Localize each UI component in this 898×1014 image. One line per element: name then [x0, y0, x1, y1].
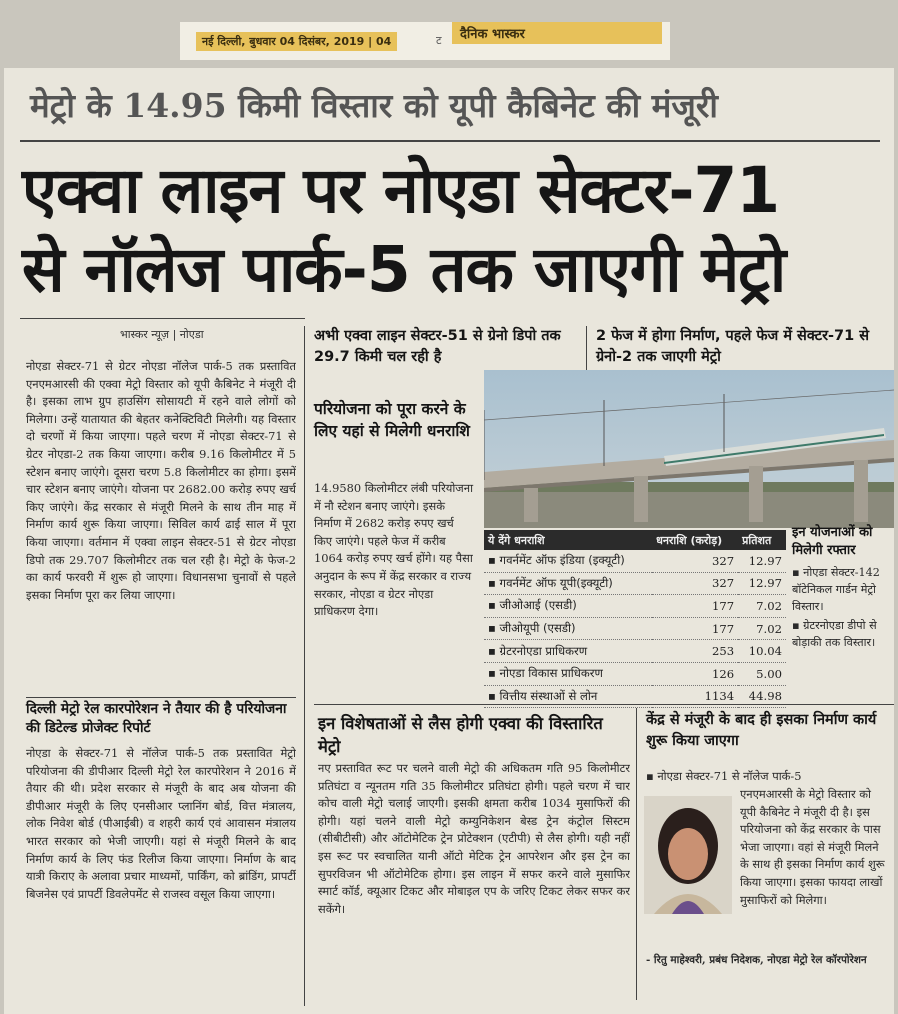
source-cell: गवर्नमेंट ऑफ यूपी(इक्यूटी)	[499, 575, 613, 590]
amount-cell: 327	[652, 550, 738, 572]
column-rule	[304, 326, 305, 1006]
amount-cell: 126	[652, 662, 738, 685]
funding-body: 14.9580 किलोमीटर लंबी परियोजना में नौ स्टेशन बनाए जाएंगे। इसके निर्माण में 2682 करोड़ रुपए खर्च किए जाएंगे। पहले फेज में करीब 1064 करोड़ रुपए खर्च होंगे। यह पैसा अनुदान के रूप में केंद्र सरकार व राज्य सरकार, नोएडा व ग्रेटर नोएडा प्राधिकरण देगा।	[314, 481, 474, 619]
column-header-amount: धनराशि (करोड़)	[652, 530, 738, 550]
table-row: ▪ जीओयूपी (एसडी) 177 7.02	[484, 617, 786, 640]
features-body: नए प्रस्तावित रूट पर चलने वाली मेट्रो की अधिकतम गति 95 किलोमीटर प्रतिघंटा व न्यूनतम गति 35 किलोमीटर प्रतिघंटा होगी। पहले चरण में चार कोच वाली मेट्रो चलाई जाएगी। इसकी क्षमता करीब 1034 मुसाफिरों की होगी। यहां चलने वाली मेट्रो कम्युनिकेशन बेस्ड ट्रेन कंट्रोल सिस्टम (सीबीटीसी) और ऑटोमेटिक ट्रेन प्रोटेक्शन (एटीपी) से लैस होगी। यही नहीं इस रूट पर स्वचालित यानी ऑटो मेटिक ट्रेन आपरेशन और इस ट्रेन का सुपरविजन भी ऑटोमेटिक होगा। इस लाइन में सफर करने वाले मुसाफिर स्मार्ट कॉर्ड, क्यूआर टिकट और मोबाइल एप के जरिए टिकट लेकर सफर कर सकेंगे।	[318, 761, 630, 916]
scheme-item-text: नोएडा सेक्टर-142 बॉटेनिकल गार्डन मेट्रो विस्तार।	[792, 566, 880, 613]
percent-cell: 7.02	[738, 617, 786, 640]
portrait-photo	[644, 796, 732, 914]
amount-cell: 253	[652, 640, 738, 663]
amount-cell: 177	[652, 595, 738, 618]
phases-headline: 2 फेज में होगा निर्माण, पहले फेज में सेक्टर-71 से ग्रेनो-2 तक जाएगी मेट्रो	[596, 328, 870, 365]
paper-name: दैनिक भास्कर	[452, 22, 662, 44]
features-headline: इन विशेषताओं से लैस होगी एक्वा की विस्तारित मेट्रो	[318, 714, 603, 756]
schemes-box	[792, 524, 894, 651]
amount-cell: 177	[652, 617, 738, 640]
divider	[26, 697, 296, 698]
approval-lead-text: नोएडा सेक्टर-71 से नॉलेज पार्क-5	[657, 769, 802, 783]
amount-cell: 327	[652, 572, 738, 595]
main-story-body: नोएडा सेक्टर-71 से ग्रेटर नोएडा नॉलेज पार्क-5 तक प्रस्तावित एनएमआरसी की एक्वा मेट्रो विस्तार को यूपी कैबिनेट ने मंजूरी दी है। इसका लाभ ग्रुप हाउसिंग सोसायटी में रहने वाले लोगों को मिलेगा। उन्हें यातायात की बेहतर कनेक्टिविटी मिलेगी। यह विस्तार दो चरणों में किया जाएगा। पहले चरण में नोएडा सेक्टर-71 से ग्रेटर नोएडा-2 तक किया जाएगा। करीब 9.16 किलोमीटर में 5 स्टेशन बनाए जाएंगे। दूसरा चरण 5.8 किलोमीटर का होगा। इसमें चार स्टेशन बनाए जाएंगे। योजना पर 2682.00 करोड़ रुपए खर्च किए जाएंगे। केंद्र सरकार से मंजूरी मिलने के साथ तीन माह में निर्माण कार्य शुरू किया जाएगा। सिविल कार्य ढाई साल में पूरा किया जाएगा। वर्तमान में एक्वा लाइन सेक्टर-51 से ग्रेटर नोएडा डिपो तक 29.707 किलोमीटर तक चल रही है। मेट्रो के फेज-2 का कार्य फरवरी में शुरू हो जाएगा। विधानसभा चुनावों से पहले इसका निर्माण पूरा कर लिया जाएगा।	[26, 359, 296, 602]
schemes-headline: इन योजनाओं को मिलेगी रफ्तार	[792, 525, 873, 558]
approval-lead: ▪ नोएडा सेक्टर-71 से नॉलेज पार्क-5	[646, 769, 802, 783]
dmrc-story-body: नोएडा के सेक्टर-71 से नॉलेज पार्क-5 तक प्रस्तावित मेट्रो परियोजना की डीपीआर दिल्ली मेट्रो रेल कारपोरेशन ने 2016 में तैयार की थी। प्रदेश सरकार से मंजूरी के बाद अब योजना की डीपीआर मंजूरी के लिए एनसीआर प्लानिंग बोर्ड, वित्त मंत्रालय, लोक निवेश बोर्ड (पीआईबी) व शहरी कार्य एवं आवासन मंत्रालय भारत सरकार को भेजी जाएगी। यहां से मंजूरी मिलने के बाद निर्माण कार्य के लिए फंड रिलीज किया जाएगा। निर्माण के बाद यात्री किराए के अलावा प्रचार माध्यमों, पार्किंग, को ब्रांडिंग, प्रापर्टी बिजनेस एवं प्रापर्टी डिवलेपमेंट से राजस्व वसूल किया जाएगा।	[26, 746, 296, 901]
dmrc-headline: दिल्ली मेट्रो रेल कारपोरेशन ने तैयार की है परियोजना की डिटेल्ड प्रोजेक्ट रिपोर्ट	[26, 701, 287, 736]
percent-cell: 5.00	[738, 662, 786, 685]
percent-cell: 10.04	[738, 640, 786, 663]
source-cell: जीओआई (एसडी)	[499, 598, 577, 613]
headline-line-1: एक्वा लाइन पर नोएडा सेक्टर-71	[22, 154, 780, 227]
table-row: ▪ गवर्नमेंट ऑफ यूपी(इक्यूटी) 327 12.97	[484, 572, 786, 595]
current-line-headline: अभी एक्वा लाइन सेक्टर-51 से ग्रेनो डिपो तक 29.7 किमी चल रही है	[314, 328, 561, 365]
approval-headline: केंद्र से मंजूरी के बाद ही इसका निर्माण कार्य शुरू किया जाएगा	[646, 712, 877, 749]
funding-table	[484, 530, 786, 708]
percent-cell: 7.02	[738, 595, 786, 618]
dateline: नई दिल्ली, बुधवार 04 दिसंबर, 2019 | 04	[196, 32, 397, 51]
divider	[314, 704, 894, 705]
scheme-item-text: ग्रेटरनोएडा डीपो से बोड़ाकी तक विस्तार।	[792, 619, 877, 649]
scheme-item: ▪ ग्रेटरनोएडा डीपो से बोड़ाकी तक विस्तार।	[792, 619, 877, 649]
metro-viaduct-photo	[484, 370, 894, 528]
table-header-row	[484, 530, 786, 550]
approval-body: एनएमआरसी के मेट्रो विस्तार को यूपी कैबिनेट ने मंजूरी दी है। इस परियोजना को केंद्र सरकार के पास भेजा जाएगा। वहां से मंजूरी मिलने के साथ ही इसका निर्माण कार्य शुरू किया जाएगा। इसका फायदा लाखों मुसाफिरों को मिलेगा।	[740, 787, 885, 907]
percent-cell: 12.97	[738, 572, 786, 595]
kicker-headline: मेट्रो के 14.95 किमी विस्तार को यूपी कैबिनेट की मंजूरी	[30, 86, 718, 125]
amount-cell: 1134	[652, 685, 738, 708]
headline-line-2: से नॉलेज पार्क-5 तक जाएगी मेट्रो	[22, 233, 786, 306]
portrait-illustration	[644, 796, 732, 914]
column-rule	[636, 708, 637, 1000]
metro-photo-illustration	[484, 370, 894, 528]
funding-headline: परियोजना को पूरा करने के लिए यहां से मिलेगी धनराशि	[314, 400, 470, 440]
divider	[20, 140, 880, 142]
approval-attribution: - रितु माहेश्वरी, प्रबंध निदेशक, नोएडा मेट्रो रेल कॉरपोरेशन	[646, 954, 867, 966]
column-header-source: ये देंगे धनराशि	[484, 530, 652, 550]
source-cell: जीओयूपी (एसडी)	[499, 621, 576, 636]
source-cell: गवर्नमेंट ऑफ इंडिया (इक्यूटी)	[499, 553, 625, 568]
column-rule	[586, 326, 587, 370]
table-row: ▪ जीओआई (एसडी) 177 7.02	[484, 595, 786, 618]
table-row: ▪ वित्तीय संस्थाओं से लोन 1134 44.98	[484, 685, 786, 708]
table-row: ▪ नोएडा विकास प्राधिकरण 126 5.00	[484, 662, 786, 685]
table-row: ▪ ग्रेटरनोएडा प्राधिकरण 253 10.04	[484, 640, 786, 663]
byline: भास्कर न्यूज़ | नोएडा	[120, 328, 204, 341]
divider	[20, 318, 305, 319]
page-marker: ट	[436, 34, 442, 47]
percent-cell: 44.98	[738, 685, 786, 708]
percent-cell: 12.97	[738, 550, 786, 572]
scheme-item: ▪ नोएडा सेक्टर-142 बॉटेनिकल गार्डन मेट्रो विस्तार।	[792, 566, 880, 613]
column-header-percent: प्रतिशत	[738, 530, 786, 550]
table-row: ▪ गवर्नमेंट ऑफ इंडिया (इक्यूटी) 327 12.97	[484, 550, 786, 572]
source-cell: नोएडा विकास प्राधिकरण	[499, 666, 603, 681]
source-cell: ग्रेटरनोएडा प्राधिकरण	[499, 643, 588, 658]
source-cell: वित्तीय संस्थाओं से लोन	[499, 688, 598, 703]
